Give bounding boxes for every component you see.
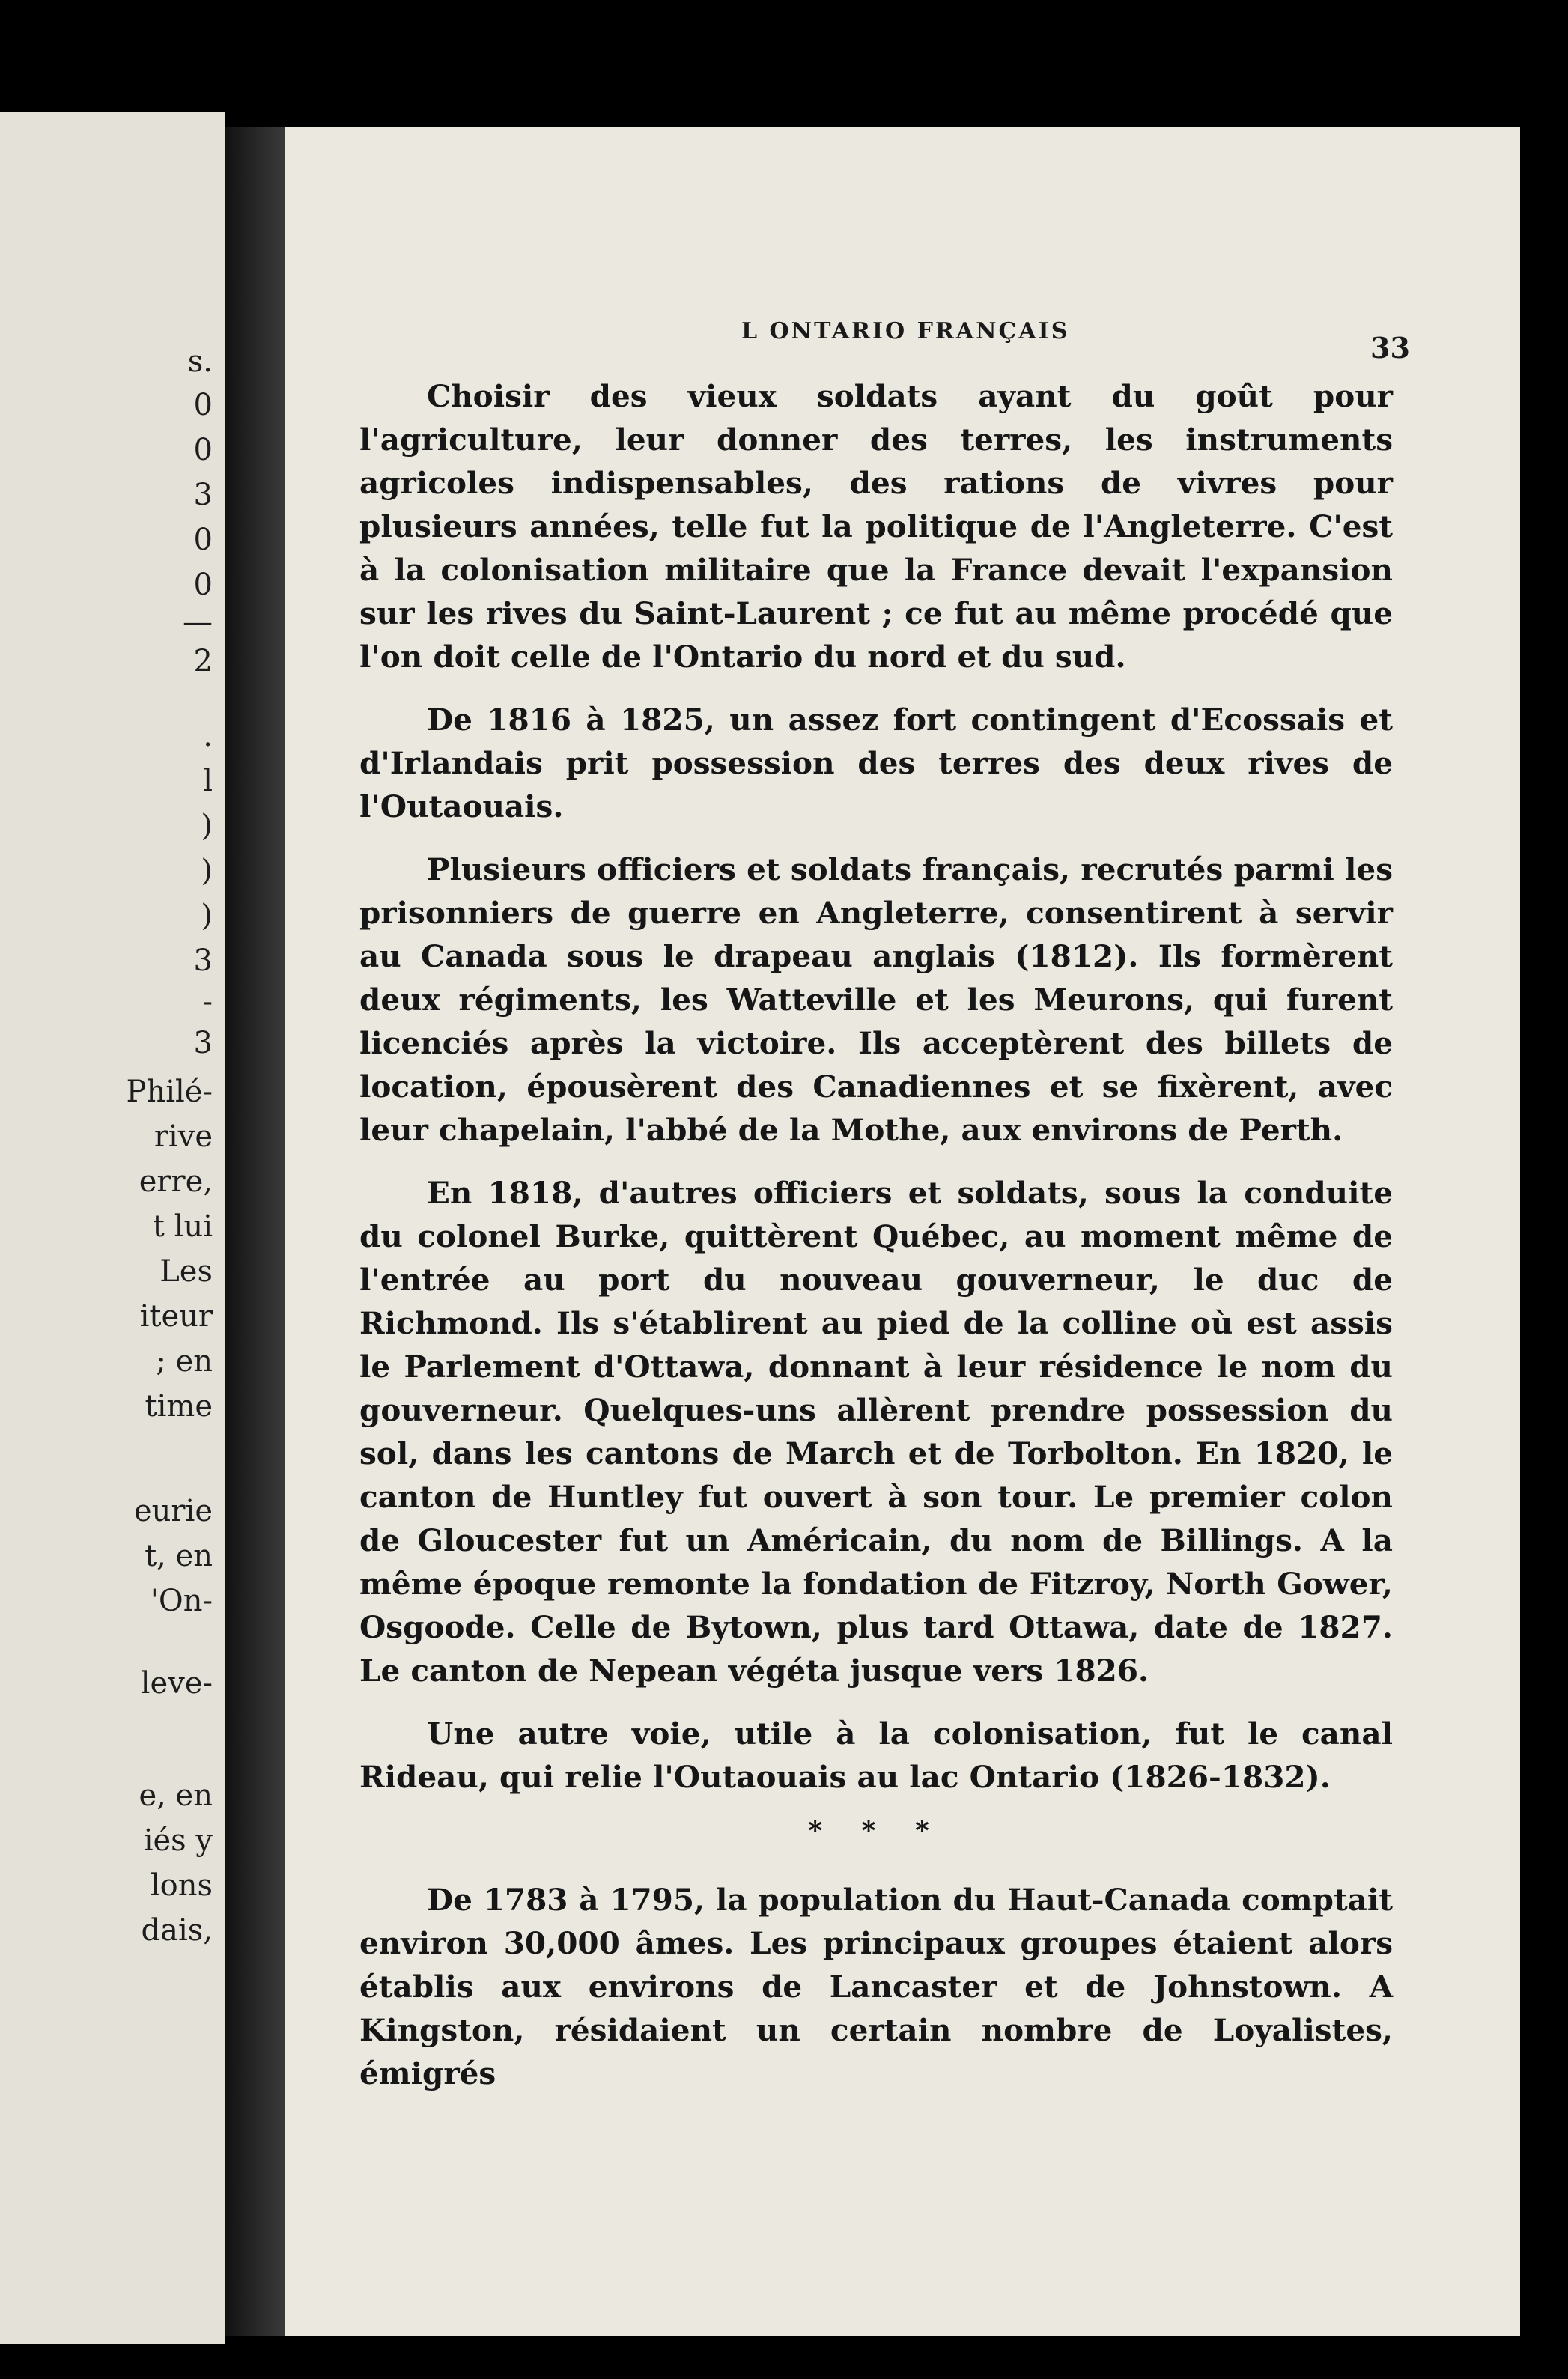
paragraph: Choisir des vieux soldats ayant du goût pour l'agriculture, leur donner des terres, les instruments agricoles indispensables, des rations de vivres pour plusieurs années, telle fut la politique de l'Angleterre. C'est à la colonisation militaire que la France devait l'expansion sur les rives du Saint-Laurent ; ce fut au même procédé que l'on doit celle de l'Ontario du nord et du sud. <box>359 378 1393 675</box>
left-fragment: 3 <box>193 944 213 978</box>
left-fragment: - <box>202 985 213 1019</box>
left-fragment: rive <box>154 1119 213 1154</box>
left-fragment: t, en <box>145 1539 213 1573</box>
left-fragment: leve- <box>140 1666 213 1701</box>
left-fragment: Les <box>159 1254 213 1289</box>
left-fragment: iteur <box>139 1299 213 1334</box>
paragraph: Une autre voie, utile à la colonisation, fut le canal Rideau, qui relie l'Outaouais au lac Ontario (1826-1832). <box>359 1716 1393 1795</box>
left-fragment: t lui <box>152 1209 213 1244</box>
left-fragment: ) <box>201 809 213 843</box>
left-fragment: 3 <box>193 1026 213 1060</box>
section-separator: * * * <box>808 1815 944 1847</box>
book-gutter <box>225 127 285 2336</box>
left-fragment: 0 <box>193 388 213 422</box>
page-number: 33 <box>1370 331 1410 365</box>
left-fragment: time <box>145 1389 213 1424</box>
left-fragment: . <box>203 719 213 753</box>
left-fragment: e, en <box>139 1778 213 1813</box>
left-fragment: 3 <box>193 478 213 512</box>
paragraph: De 1783 à 1795, la population du Haut-Canada comptait environ 30,000 âmes. Les principaux groupes étaient alors établis aux environs de Lancaster et de Johnstown. A Kingston, résidaient un certain nombre de Loyalistes, émigrés <box>359 1882 1393 2091</box>
paragraph: En 1818, d'autres officiers et soldats, sous la conduite du colonel Burke, quittèrent Québec, au moment même de l'entrée au port du nouveau gouverneur, le duc de Richmond. Ils s'établirent au pied de la colline où est assis le Parlement d'Ottawa, donnant à leur résidence le nom du gouverneur. Quelques-uns allèrent prendre possession du sol, dans les cantons de March et de Torbolton. En 1820, le canton de Huntley fut ouvert à son tour. Le premier colon de Gloucester fut un Américain, du nom de Billings. A la même époque remonte la fondation de Fitzroy, North Gower, Osgoode. Celle de Bytown, plus tard Ottawa, date de 1827. Le canton de Nepean végéta jusque vers 1826. <box>359 1175 1393 1689</box>
left-fragment: ; en <box>156 1344 213 1379</box>
left-fragment: l <box>203 764 213 798</box>
paragraph: De 1816 à 1825, un assez fort contingent d'Ecossais et d'Irlandais prit possession des terres des deux rives de l'Outaouais. <box>359 702 1393 824</box>
left-fragment: ) <box>201 854 213 888</box>
left-fragment: ) <box>201 899 213 933</box>
left-fragment: Philé- <box>126 1075 213 1109</box>
page-body <box>359 374 1393 2095</box>
left-fragment: erre, <box>139 1164 213 1199</box>
running-title: L ONTARIO FRANÇAIS <box>741 318 1070 344</box>
left-fragment: 2 <box>193 644 213 678</box>
paragraph: Plusieurs officiers et soldats français, recrutés parmi les prisonniers de guerre en Angleterre, consentirent à servir au Canada sous le drapeau anglais (1812). Ils formèrent deux régiments, les Watteville et les Meurons, qui furent licenciés après la victoire. Ils acceptèrent des billets de location, épousèrent des Canadiennes et se fixèrent, avec leur chapelain, l'abbé de la Mothe, aux environs de Perth. <box>359 851 1393 1148</box>
left-fragment: — <box>183 605 213 639</box>
left-fragment: 0 <box>193 523 213 557</box>
left-fragment: dais, <box>141 1913 213 1948</box>
left-page-edge <box>0 112 225 2344</box>
scan-top-border <box>0 0 1568 112</box>
left-fragment: lons <box>150 1868 213 1903</box>
left-fragment: eurie <box>133 1494 213 1528</box>
left-fragment: iés y <box>143 1823 213 1858</box>
left-fragment: s. <box>187 344 213 379</box>
left-fragment: 'On- <box>150 1584 213 1618</box>
left-fragment: 0 <box>193 433 213 467</box>
left-fragment: 0 <box>193 568 213 602</box>
